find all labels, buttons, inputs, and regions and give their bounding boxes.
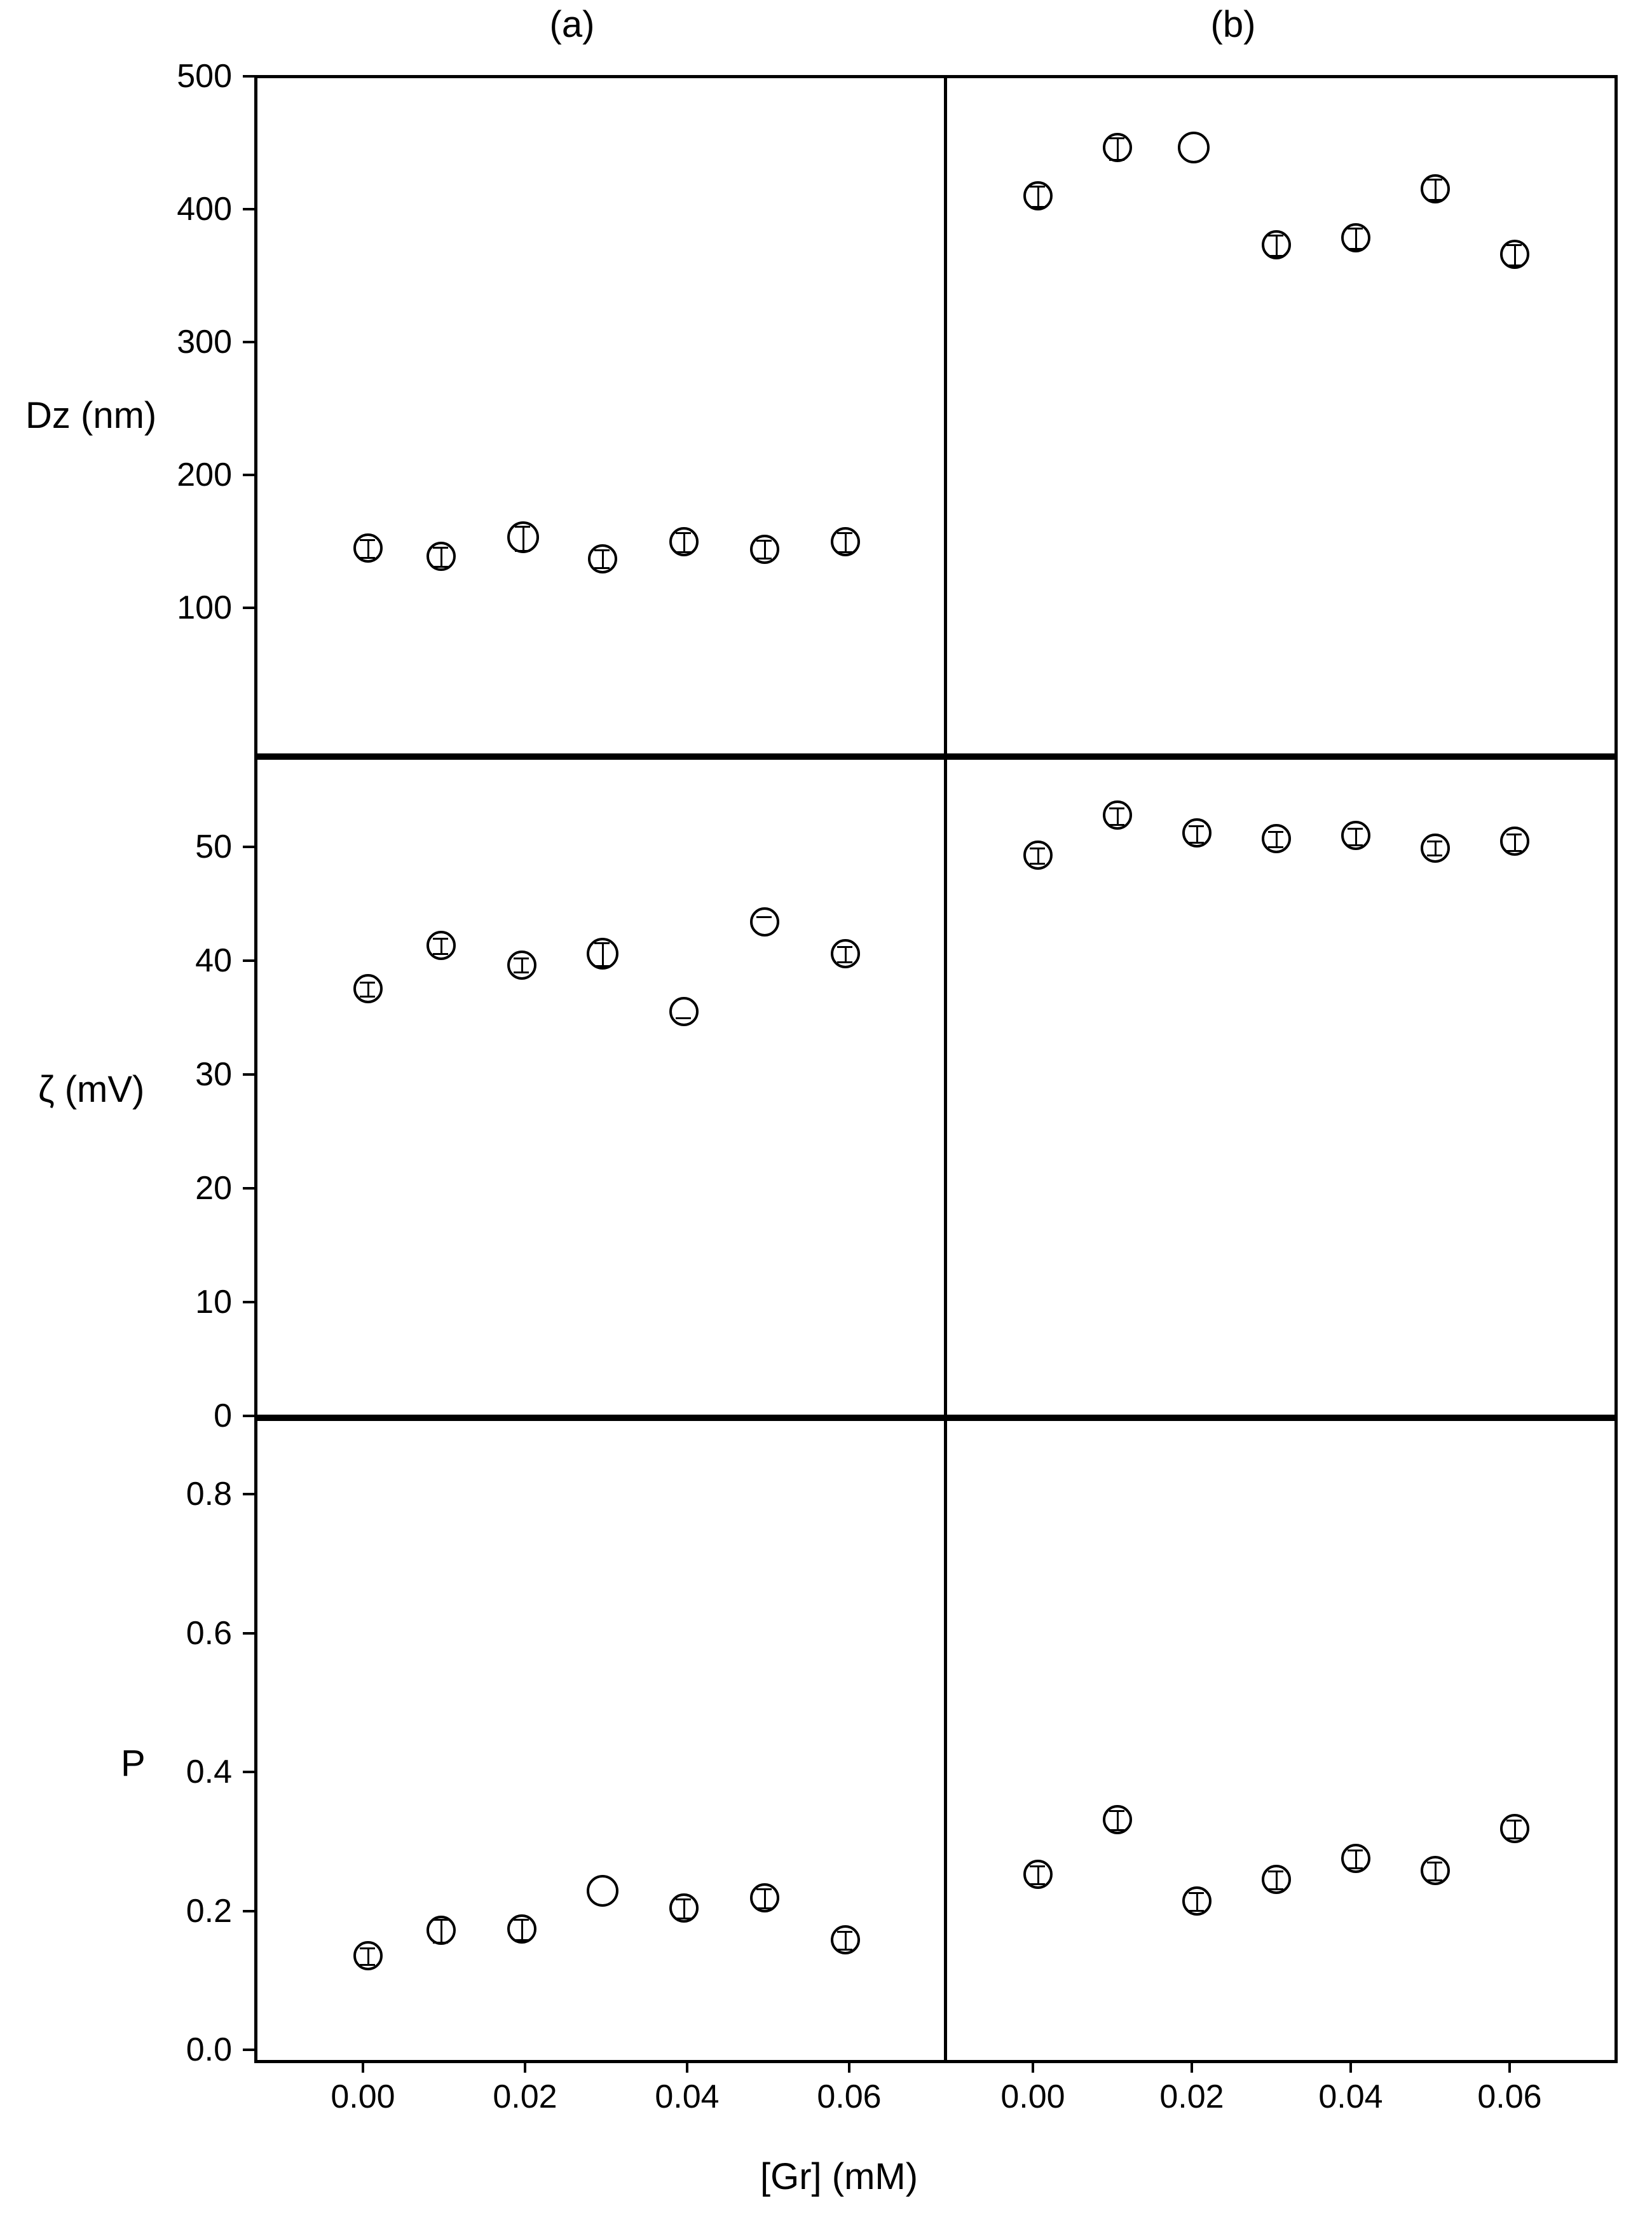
ytick-label-zeta-10: 10 [195, 1284, 232, 1321]
ytick-label-zeta-40: 40 [195, 942, 232, 979]
axis-zeta-left [254, 757, 257, 1415]
error-cap [837, 532, 852, 534]
error-cap [1427, 199, 1442, 201]
xtick-label-a-1: 0.02 [493, 2078, 557, 2115]
error-cap [515, 550, 530, 552]
panel-title-b: (b) [1210, 4, 1256, 45]
xtick-b-2 [1349, 2060, 1352, 2073]
error-cap [1030, 206, 1045, 208]
xtick-label-a-2: 0.04 [655, 2078, 720, 2115]
ytick-label-dz-200: 200 [177, 456, 232, 493]
xtick-label-b-0: 0.00 [1000, 2078, 1065, 2115]
xtick-a-3 [848, 2060, 850, 2073]
y-axis-label-p: P [121, 1743, 146, 1784]
axis-zeta-top [254, 757, 1618, 760]
error-cap [594, 567, 610, 569]
error-cap [433, 1942, 448, 1944]
axis-p-right [1614, 1418, 1618, 2060]
error-bar [1514, 1820, 1516, 1837]
error-bar [440, 547, 442, 566]
ytick-dz-200 [243, 474, 256, 476]
error-cap [514, 1919, 529, 1921]
error-cap [360, 996, 375, 998]
error-cap [676, 1898, 691, 1900]
error-cap [1030, 186, 1045, 188]
error-cap [1268, 235, 1283, 237]
error-bar [845, 1931, 847, 1949]
error-cap [360, 539, 375, 541]
ytick-label-p-0_2: 0.2 [186, 1893, 232, 1930]
axis-p-left [254, 1418, 257, 2060]
error-bar [1355, 828, 1357, 844]
error-cap [676, 1017, 691, 1019]
error-cap [1506, 1837, 1522, 1839]
error-bar [764, 540, 766, 558]
axis-dz-mid [944, 75, 947, 753]
error-cap [1348, 248, 1363, 250]
error-cap [1109, 1829, 1124, 1831]
axis-p-mid [944, 1418, 947, 2060]
ytick-label-dz-300: 300 [177, 324, 232, 360]
ytick-zeta-0 [243, 1415, 256, 1417]
error-bar [1117, 137, 1119, 159]
error-cap [676, 1918, 691, 1919]
xtick-a-2 [686, 2060, 688, 2073]
error-cap [1427, 1879, 1442, 1881]
error-cap [514, 957, 529, 959]
ytick-zeta-40 [243, 959, 256, 962]
ytick-label-dz-100: 100 [177, 589, 232, 626]
ytick-label-zeta-20: 20 [195, 1170, 232, 1207]
error-cap [1348, 844, 1363, 846]
error-bar [367, 982, 369, 996]
error-cap [1427, 179, 1442, 181]
ytick-zeta-50 [243, 846, 256, 848]
error-bar [1117, 807, 1119, 824]
panel-title-a: (a) [549, 4, 595, 45]
error-bar [522, 526, 524, 550]
error-bar [764, 1888, 766, 1907]
error-cap [1506, 264, 1522, 266]
y-axis-label-dz: Dz (nm) [25, 395, 157, 436]
error-cap [1427, 855, 1442, 856]
xtick-label-b-2: 0.04 [1318, 2078, 1383, 2115]
error-cap [1268, 1888, 1283, 1890]
xtick-a-1 [524, 2060, 526, 2073]
error-bar [1355, 228, 1357, 248]
error-cap [1348, 1867, 1363, 1869]
error-bar [1196, 825, 1198, 842]
ytick-dz-100 [243, 607, 256, 609]
error-cap [360, 1964, 375, 1966]
ytick-label-dz-400: 400 [177, 191, 232, 228]
error-bar [367, 539, 369, 557]
error-cap [837, 551, 852, 553]
error-bar [1355, 1850, 1357, 1867]
error-cap [756, 558, 772, 559]
plot-p-b [947, 1418, 1618, 2060]
ytick-dz-400 [243, 208, 256, 210]
error-bar [1196, 1892, 1198, 1910]
ytick-zeta-20 [243, 1187, 256, 1190]
error-cap [1189, 1910, 1204, 1912]
error-cap [433, 1919, 448, 1921]
error-cap [1427, 841, 1442, 842]
ytick-dz-500 [243, 75, 256, 78]
data-point [750, 907, 779, 937]
error-cap [433, 566, 448, 568]
error-cap [1030, 848, 1045, 849]
ytick-dz-300 [243, 341, 256, 343]
error-bar [521, 957, 523, 971]
error-cap [756, 1907, 772, 1909]
error-bar [1435, 179, 1437, 199]
ytick-p-0_0 [243, 2049, 256, 2051]
error-bar [1037, 848, 1039, 863]
xtick-b-3 [1508, 2060, 1511, 2073]
error-cap [1506, 834, 1522, 835]
error-bar [1276, 831, 1278, 846]
error-cap [594, 549, 610, 551]
ytick-label-p-0_6: 0.6 [186, 1615, 232, 1652]
error-cap [360, 1947, 375, 1949]
error-cap [515, 526, 530, 528]
error-cap [1268, 255, 1283, 257]
error-cap [1348, 828, 1363, 830]
error-cap [1348, 228, 1363, 230]
data-point [1178, 132, 1210, 163]
error-cap [676, 532, 691, 534]
error-cap [1348, 1850, 1363, 1851]
error-cap [1268, 831, 1283, 833]
error-bar [440, 938, 442, 953]
error-cap [676, 551, 691, 553]
error-bar [1276, 235, 1278, 255]
error-cap [837, 1931, 852, 1933]
y-axis-label-zeta: ζ (mV) [38, 1069, 145, 1110]
error-cap [1109, 824, 1124, 826]
error-cap [433, 953, 448, 955]
ytick-label-dz-500: 500 [177, 58, 232, 95]
error-cap [594, 965, 610, 967]
error-bar [1435, 841, 1437, 855]
ytick-p-0_8 [243, 1493, 256, 1495]
error-cap [1030, 1865, 1045, 1867]
error-cap [1109, 1810, 1124, 1812]
ytick-label-zeta-30: 30 [195, 1056, 232, 1093]
plot-dz-b [947, 75, 1618, 753]
ytick-label-p-0_0: 0.0 [186, 2031, 232, 2068]
error-bar [1514, 834, 1516, 850]
error-cap [1427, 1862, 1442, 1864]
error-bar [521, 1919, 523, 1939]
error-cap [1189, 1892, 1204, 1894]
error-cap [514, 971, 529, 973]
error-cap [1109, 159, 1124, 161]
plot-zeta-a [254, 757, 944, 1415]
error-cap [514, 1939, 529, 1941]
error-cap [1030, 1883, 1045, 1885]
axis-p-top [254, 1418, 1618, 1421]
error-bar [367, 1947, 369, 1964]
axis-dz-left [254, 75, 257, 753]
error-bar [1037, 1865, 1039, 1883]
error-bar [440, 1919, 442, 1942]
axis-dz-right [1614, 75, 1618, 753]
ytick-label-zeta-50: 50 [195, 828, 232, 865]
xtick-a-0 [362, 2060, 364, 2073]
error-cap [360, 557, 375, 559]
error-cap [433, 547, 448, 549]
ytick-p-0_2 [243, 1910, 256, 1912]
error-bar [683, 532, 685, 551]
error-cap [1268, 1870, 1283, 1872]
ytick-zeta-10 [243, 1301, 256, 1303]
ytick-label-zeta-0: 0 [214, 1397, 232, 1434]
error-bar [1514, 244, 1516, 264]
error-cap [1030, 863, 1045, 865]
error-bar [1037, 186, 1039, 206]
error-cap [1506, 850, 1522, 852]
xtick-label-b-3: 0.06 [1477, 2078, 1542, 2115]
axis-zeta-mid [944, 757, 947, 1415]
axis-dz-top [254, 75, 1618, 78]
error-bar [1435, 1862, 1437, 1879]
axis-zeta-right [1614, 757, 1618, 1415]
plot-dz-a [254, 75, 944, 753]
error-cap [594, 942, 610, 944]
xtick-b-1 [1191, 2060, 1193, 2073]
error-cap [756, 540, 772, 542]
xtick-label-a-3: 0.06 [817, 2078, 882, 2115]
error-cap [1506, 244, 1522, 246]
xtick-label-a-0: 0.00 [331, 2078, 395, 2115]
ytick-label-p-0_4: 0.4 [186, 1754, 232, 1790]
ytick-p-0_6 [243, 1632, 256, 1635]
x-axis-label: [Gr] (mM) [760, 2156, 918, 2197]
error-cap [1109, 137, 1124, 139]
error-bar [1276, 1870, 1278, 1888]
xtick-b-0 [1032, 2060, 1034, 2073]
error-bar [683, 1898, 685, 1918]
error-cap [1268, 846, 1283, 848]
error-cap [1189, 842, 1204, 844]
error-bar [845, 946, 847, 961]
error-cap [756, 1888, 772, 1890]
error-cap [1109, 807, 1124, 809]
error-bar [845, 532, 847, 551]
error-cap [433, 938, 448, 940]
error-cap [360, 982, 375, 984]
error-bar [1117, 1810, 1119, 1829]
xtick-label-b-1: 0.02 [1159, 2078, 1224, 2115]
error-cap [756, 916, 772, 918]
ytick-zeta-30 [243, 1073, 256, 1076]
error-bar [602, 942, 604, 965]
error-cap [837, 946, 852, 948]
axis-p-bottom [254, 2060, 1618, 2063]
error-cap [1189, 825, 1204, 827]
data-point [669, 997, 699, 1026]
error-cap [1506, 1820, 1522, 1822]
data-point [587, 1875, 618, 1907]
error-bar [602, 549, 604, 567]
error-cap [837, 1949, 852, 1951]
error-cap [837, 961, 852, 963]
ytick-label-p-0_8: 0.8 [186, 1476, 232, 1513]
ytick-p-0_4 [243, 1771, 256, 1773]
